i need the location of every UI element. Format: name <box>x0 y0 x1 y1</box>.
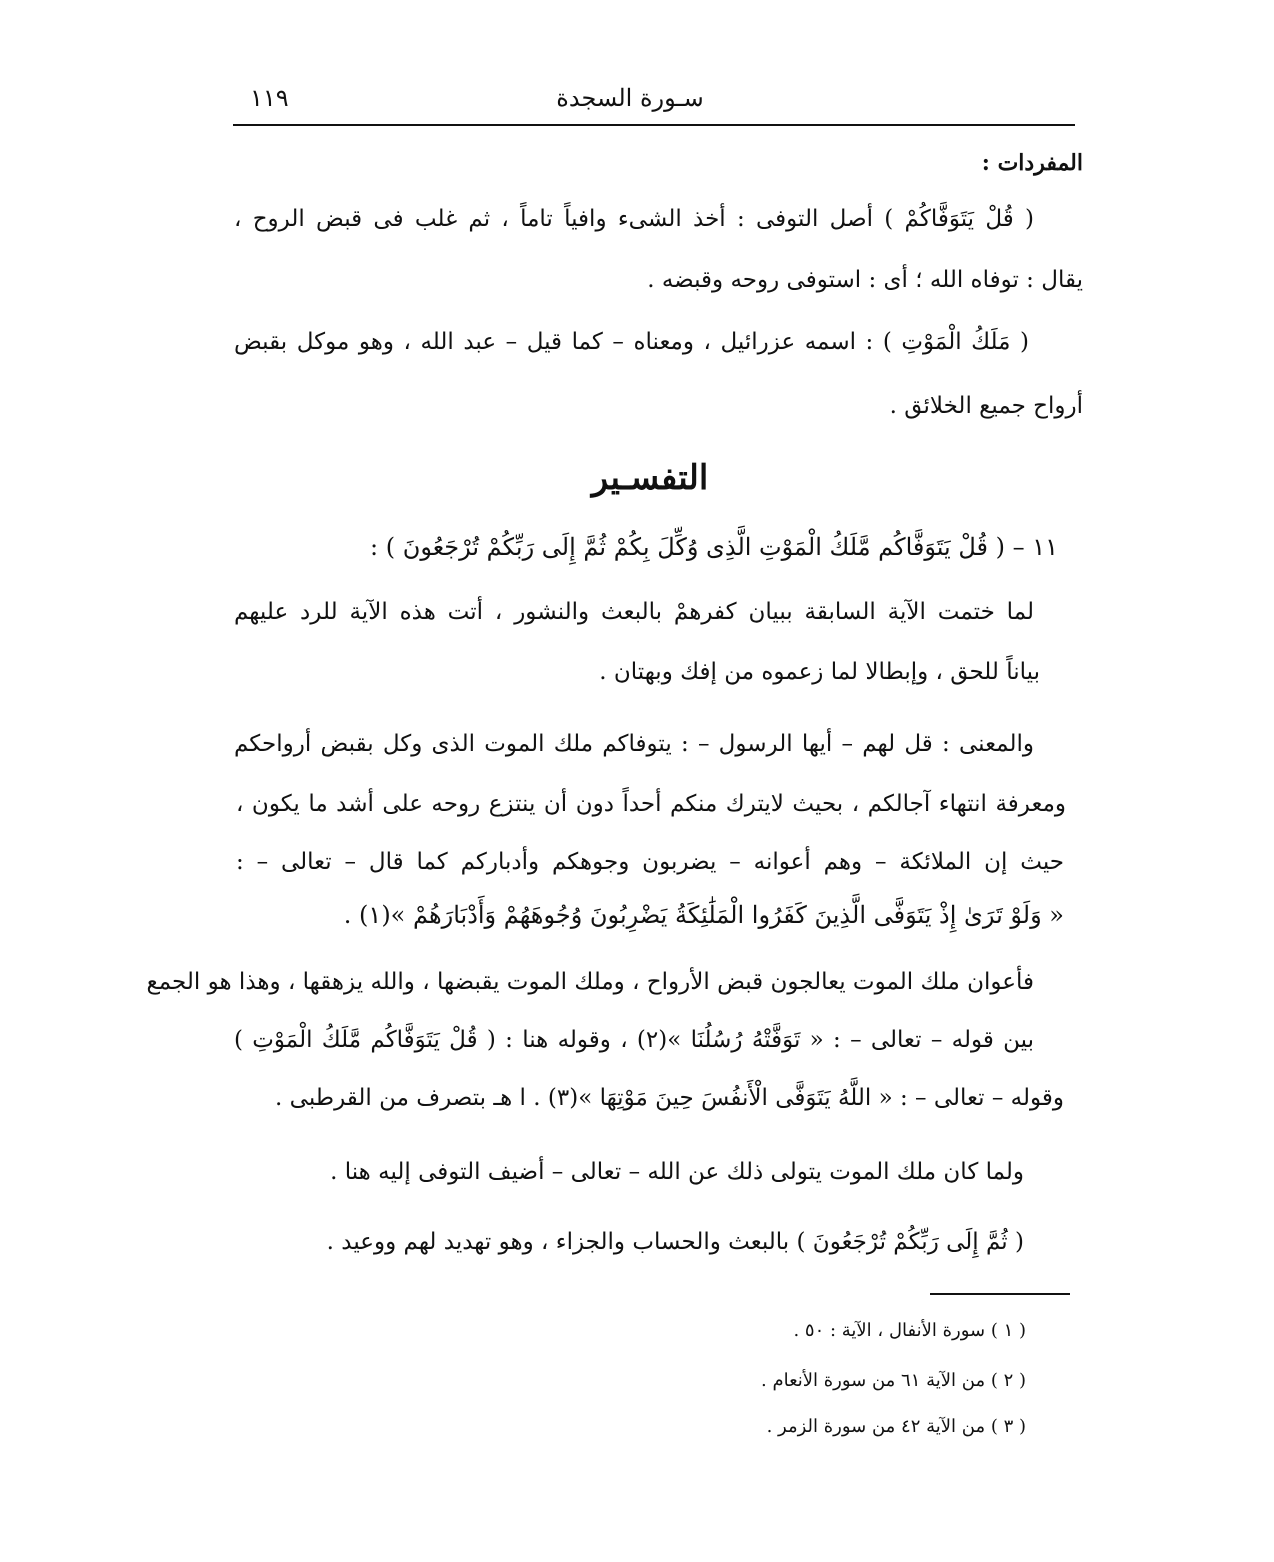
header-rule <box>233 124 1075 126</box>
footnote-rule <box>930 1293 1070 1295</box>
vocab-line-4: أرواح جميع الخلائق . <box>889 393 1083 419</box>
vocab-line-1: ( قُلْ يَتَوَفَّاكُمْ ) أصل التوفى : أخذ الشىء وافياً تاماً ، ثم غلب فى قبض الروح ، <box>234 206 1034 232</box>
tafsir-heading: التفسـير <box>591 458 709 498</box>
verse-line: ١١ – ( قُلْ يَتَوَفَّاكُم مَّلَكُ الْمَوْتِ الَّذِى وُكِّلَ بِكُمْ ثُمَّ إِلَى رَبِّكُمْ تُرْجَعُونَ ) : <box>369 533 1058 561</box>
page-number: ١١٩ <box>250 84 289 112</box>
p1-line-1: لما ختمت الآية السابقة ببيان كفرهمْ بالبعث والنشور ، أتت هذه الآية للرد عليهم <box>234 599 1034 625</box>
p2-line-3: حيث إن الملائكة – وهم أعوانه – يضربون وجوهكم وأدباركم كما قال – تعالى – : <box>236 849 1064 875</box>
p3-line-3: وقوله – تعالى – : « اللَّهُ يَتَوَفَّى الْأَنفُسَ حِينَ مَوْتِهَا »(٣) . ا هـ بتصرف من القرطبى . <box>275 1085 1064 1111</box>
p3-line-2: بين قوله – تعالى – : « تَوَفَّتْهُ رُسُلُنَا »(٢) ، وقوله هنا : ( قُلْ يَتَوَفَّاكُم مَّلَكُ الْمَوْتِ ) <box>234 1027 1035 1053</box>
footnote-3: ( ٣ ) من الآية ٤٢ من سورة الزمر . <box>766 1416 1026 1437</box>
vocab-line-2: يقال : توفاه الله ؛ أى : استوفى روحه وقبضه . <box>647 267 1083 293</box>
p2-line-1: والمعنى : قل لهم – أيها الرسول – : يتوفاكم ملك الموت الذى وكل بقبض أرواحكم <box>234 731 1034 757</box>
p4-line: ولما كان ملك الموت يتولى ذلك عن الله – تعالى – أضيف التوفى إليه هنا . <box>330 1159 1024 1185</box>
p1-line-2: بياناً للحق ، وإبطالا لما زعموه من إفك وبهتان . <box>599 659 1040 685</box>
p2-line-2: ومعرفة انتهاء آجالكم ، بحيث لايترك منكم أحداً دون أن ينتزع روحه على أشد ما يكون ، <box>236 791 1066 817</box>
vocab-label: المفردات : <box>981 150 1083 176</box>
vocab-line-3: ( مَلَكُ الْمَوْتِ ) : اسمه عزرائيل ، ومعناه – كما قيل – عبد الله ، وهو موكل بقبض <box>234 329 1029 355</box>
p3-line-1: فأعوان ملك الموت يعالجون قبض الأرواح ، وملك الموت يقبضها ، والله يزهقها ، وهذا هو الجمع <box>146 969 1034 995</box>
surah-title: سـورة السجدة <box>556 84 704 112</box>
footnote-2: ( ٢ ) من الآية ٦١ من سورة الأنعام . <box>761 1370 1026 1391</box>
p5-line: ( ثُمَّ إِلَى رَبِّكُمْ تُرْجَعُونَ ) بالبعث والحساب والجزاء ، وهو تهديد لهم ووعيد . <box>326 1229 1024 1255</box>
p2-line-4-quran: « وَلَوْ تَرَىٰ إِذْ يَتَوَفَّى الَّذِينَ كَفَرُوا الْمَلَٰئِكَةُ يَضْرِبُونَ وُجُوهَهُمْ وَأَدْبَارَهُمْ »(١) . <box>343 901 1064 929</box>
footnote-1: ( ١ ) سورة الأنفال ، الآية : ٥٠ . <box>793 1320 1026 1341</box>
